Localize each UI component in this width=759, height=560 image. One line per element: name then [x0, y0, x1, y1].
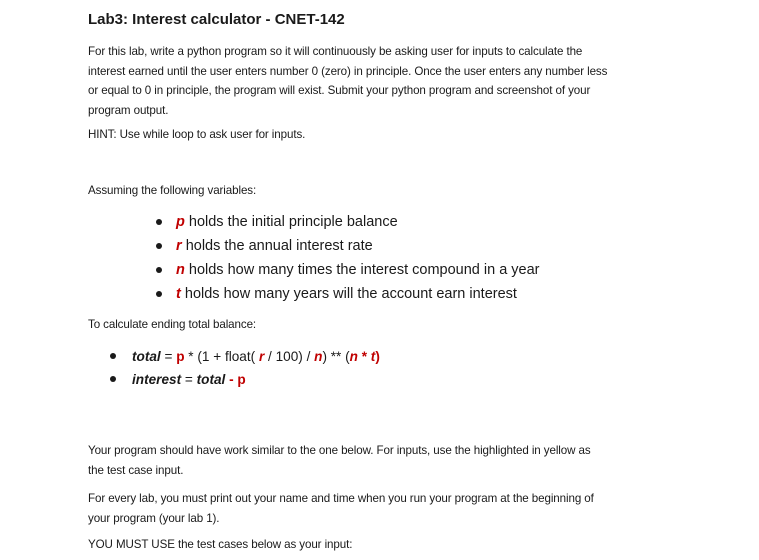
formula-part: =	[181, 372, 197, 387]
document-title: Lab3: Interest calculator - CNET-142	[88, 11, 345, 28]
bullet-icon	[156, 291, 162, 297]
intro-paragraph	[88, 42, 688, 120]
intro-line: program output.	[88, 103, 169, 117]
bullet-icon	[156, 243, 162, 249]
formula-var: n	[314, 349, 323, 364]
formula-var: p	[237, 372, 246, 387]
intro-line: interest earned until the user enters number 0 (zero) in principle. Once the user enters any number less	[88, 64, 608, 78]
every-lab-line: For every lab, you must print out your name and time when you run your program at the beginning of	[88, 492, 594, 505]
variable-name: t	[176, 286, 181, 302]
bullet-icon	[110, 353, 116, 359]
variable-item-r	[148, 234, 540, 258]
bullet-icon	[110, 376, 116, 382]
formula-var: t	[370, 349, 376, 364]
variable-name: p	[176, 214, 185, 230]
formula-lhs: interest	[132, 372, 182, 387]
hint-text: HINT: Use while loop to ask user for inputs.	[88, 128, 306, 141]
bullet-icon	[156, 267, 162, 273]
variable-desc: holds how many times the interest compound in a year	[188, 262, 540, 278]
formula-part: -	[225, 372, 238, 387]
bullet-icon	[156, 219, 162, 225]
variable-item-p	[148, 210, 540, 234]
variable-desc: holds how many years will the account earn interest	[184, 286, 517, 302]
formula-var: total	[196, 372, 226, 387]
formula-part: )	[375, 349, 380, 364]
variable-item-n	[148, 258, 540, 282]
formula-lhs: total	[132, 349, 161, 364]
variable-desc: holds the annual interest rate	[185, 238, 373, 254]
formula-var: n	[349, 349, 358, 364]
calc-intro: To calculate ending total balance:	[88, 318, 257, 331]
every-lab-note	[88, 489, 688, 528]
variables-intro: Assuming the following variables:	[88, 184, 257, 197]
intro-line: or equal to 0 in principle, the program will exist. Submit your python program and screenshot of your	[88, 84, 591, 97]
variable-desc: holds the initial principle balance	[188, 214, 398, 230]
program-note-line: Your program should have work similar to the one below. For inputs, use the highlighted in yellow as	[88, 444, 591, 457]
variable-name: r	[176, 238, 182, 254]
formula-part: ) ** (	[322, 349, 350, 364]
program-note	[88, 441, 688, 480]
formula-part: / 100) /	[264, 349, 315, 364]
formula-part: =	[160, 349, 177, 364]
formula-part: * (1 + float(	[184, 349, 256, 364]
formula-var: p	[176, 349, 185, 364]
must-use-note: YOU MUST USE the test cases below as your input:	[88, 538, 353, 551]
program-note-line: the test case input.	[88, 463, 184, 477]
formula-interest	[104, 368, 380, 391]
every-lab-line: your program (your lab 1).	[88, 511, 220, 525]
variable-name: n	[176, 262, 185, 278]
intro-line: For this lab, write a python program so it will continuously be asking user for inputs to calculate the	[88, 45, 583, 58]
formula-part: *	[357, 349, 371, 364]
formula-var: r	[255, 349, 265, 364]
variable-item-t	[148, 282, 540, 306]
variables-list	[148, 210, 540, 306]
formula-total	[104, 345, 380, 368]
formula-list	[104, 345, 380, 391]
